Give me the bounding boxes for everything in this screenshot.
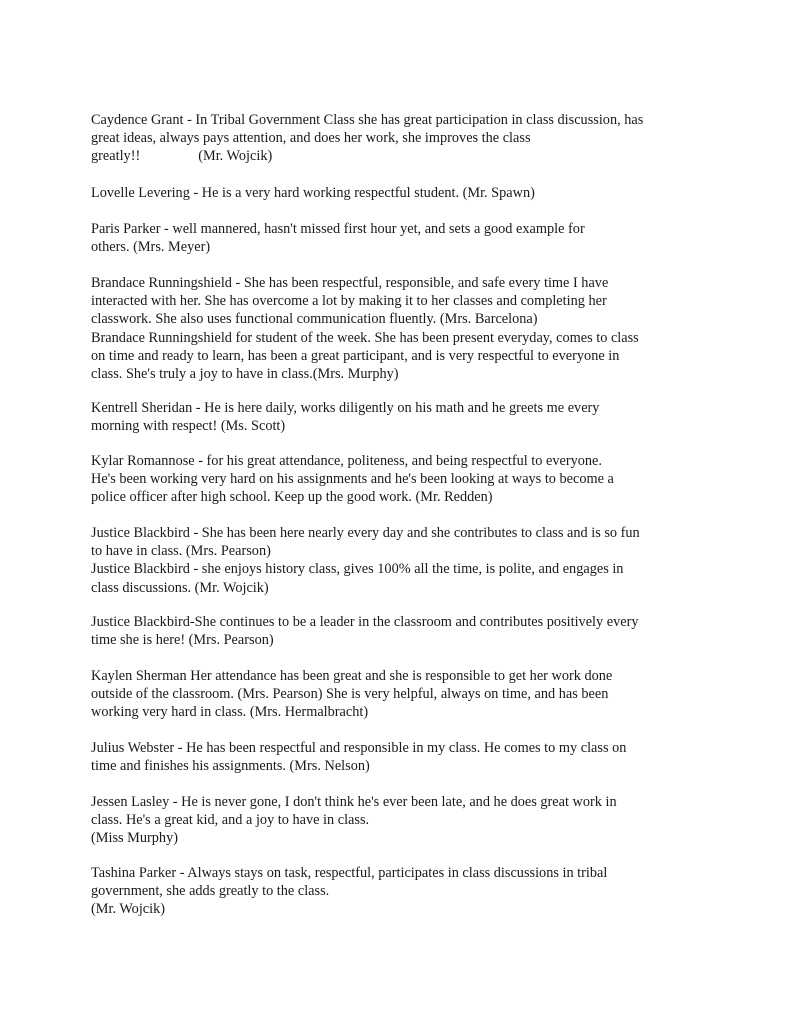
entry-line: class discussions. (Mr. Wojcik) bbox=[91, 579, 269, 596]
entry-line: time she is here! (Mrs. Pearson) bbox=[91, 632, 274, 649]
entry-line bbox=[91, 147, 731, 165]
entry-line: Justice Blackbird - She has been here nearly every day and she contributes to class and is so fun bbox=[91, 525, 640, 541]
entry-line: Brandace Runningshield for student of the week. She has been present everyday, comes to class bbox=[91, 329, 639, 346]
entry-line: morning with respect! (Ms. Scott) bbox=[91, 418, 286, 435]
entry-justice-blackbird bbox=[91, 524, 731, 597]
entry-line: Justice Blackbird-She continues to be a leader in the classroom and contributes positively every bbox=[91, 614, 639, 630]
entry-line: to have in class. (Mrs. Pearson) bbox=[91, 543, 271, 560]
entry-julius-webster bbox=[91, 739, 731, 775]
entry-paris-parker bbox=[91, 220, 731, 256]
entry-line: classwork. She also uses functional communication fluently. (Mrs. Barcelona) bbox=[91, 311, 538, 328]
entry-line: Kentrell Sheridan - He is here daily, works diligently on his math and he greets me every bbox=[91, 400, 600, 416]
entry-tashina-parker bbox=[91, 864, 731, 919]
entry-brandace-runningshield bbox=[91, 274, 731, 383]
entry-text: greatly!! bbox=[91, 148, 141, 165]
entry-line: Caydence Grant - In Tribal Government Class she has great participation in class discussion, has bbox=[91, 112, 644, 128]
entry-line: Justice Blackbird - she enjoys history class, gives 100% all the time, is polite, and engages in bbox=[91, 561, 624, 578]
entry-line: Julius Webster - He has been respectful and responsible in my class. He comes to my class on bbox=[91, 740, 627, 756]
entry-line: Kaylen Sherman Her attendance has been great and she is responsible to get her work done bbox=[91, 668, 613, 684]
entry-line: He's been working very hard on his assignments and he's been looking at ways to become a bbox=[91, 471, 614, 488]
entry-line: others. (Mrs. Meyer) bbox=[91, 239, 211, 256]
entry-line: (Miss Murphy) bbox=[91, 830, 178, 847]
entry-kentrell-sheridan bbox=[91, 399, 731, 435]
entry-line: Jessen Lasley - He is never gone, I don't think he's ever been late, and he does great work in bbox=[91, 794, 617, 810]
entry-jessen-lasley bbox=[91, 793, 731, 848]
entry-kaylen-sherman bbox=[91, 667, 731, 722]
entry-line: government, she adds greatly to the class. bbox=[91, 883, 330, 900]
entry-line: Lovelle Levering - He is a very hard working respectful student. (Mr. Spawn) bbox=[91, 185, 535, 201]
entry-caydence-grant bbox=[91, 111, 731, 166]
entry-line: working very hard in class. (Mrs. Hermalbracht) bbox=[91, 704, 369, 721]
entry-line: on time and ready to learn, has been a great participant, and is very respectful to everyone in bbox=[91, 347, 620, 364]
entry-line: Tashina Parker - Always stays on task, respectful, participates in class discussions in tribal bbox=[91, 865, 608, 881]
entry-line: (Mr. Wojcik) bbox=[91, 901, 166, 918]
entry-line: interacted with her. She has overcome a lot by making it to her classes and completing her bbox=[91, 293, 607, 310]
entry-line: great ideas, always pays attention, and does her work, she improves the class bbox=[91, 130, 531, 147]
entry-line: Kylar Romannose - for his great attendance, politeness, and being respectful to everyone. bbox=[91, 453, 602, 469]
entry-kylar-romannose bbox=[91, 452, 731, 507]
entry-line: Paris Parker - well mannered, hasn't missed first hour yet, and sets a good example for bbox=[91, 221, 585, 237]
entry-justice-blackbird-2 bbox=[91, 613, 731, 649]
entry-line: Brandace Runningshield - She has been respectful, responsible, and safe every time I have bbox=[91, 275, 609, 291]
entry-line: police officer after high school. Keep up the good work. (Mr. Redden) bbox=[91, 489, 493, 506]
entry-line: outside of the classroom. (Mrs. Pearson) She is very helpful, always on time, and has been bbox=[91, 686, 609, 703]
entry-lovelle-levering bbox=[91, 184, 731, 202]
entry-line: class. He's a great kid, and a joy to have in class. bbox=[91, 812, 370, 829]
entry-line: time and finishes his assignments. (Mrs. Nelson) bbox=[91, 758, 370, 775]
entry-line: class. She's truly a joy to have in class.(Mrs. Murphy) bbox=[91, 365, 399, 382]
teacher-signature: (Mr. Wojcik) bbox=[198, 148, 273, 165]
